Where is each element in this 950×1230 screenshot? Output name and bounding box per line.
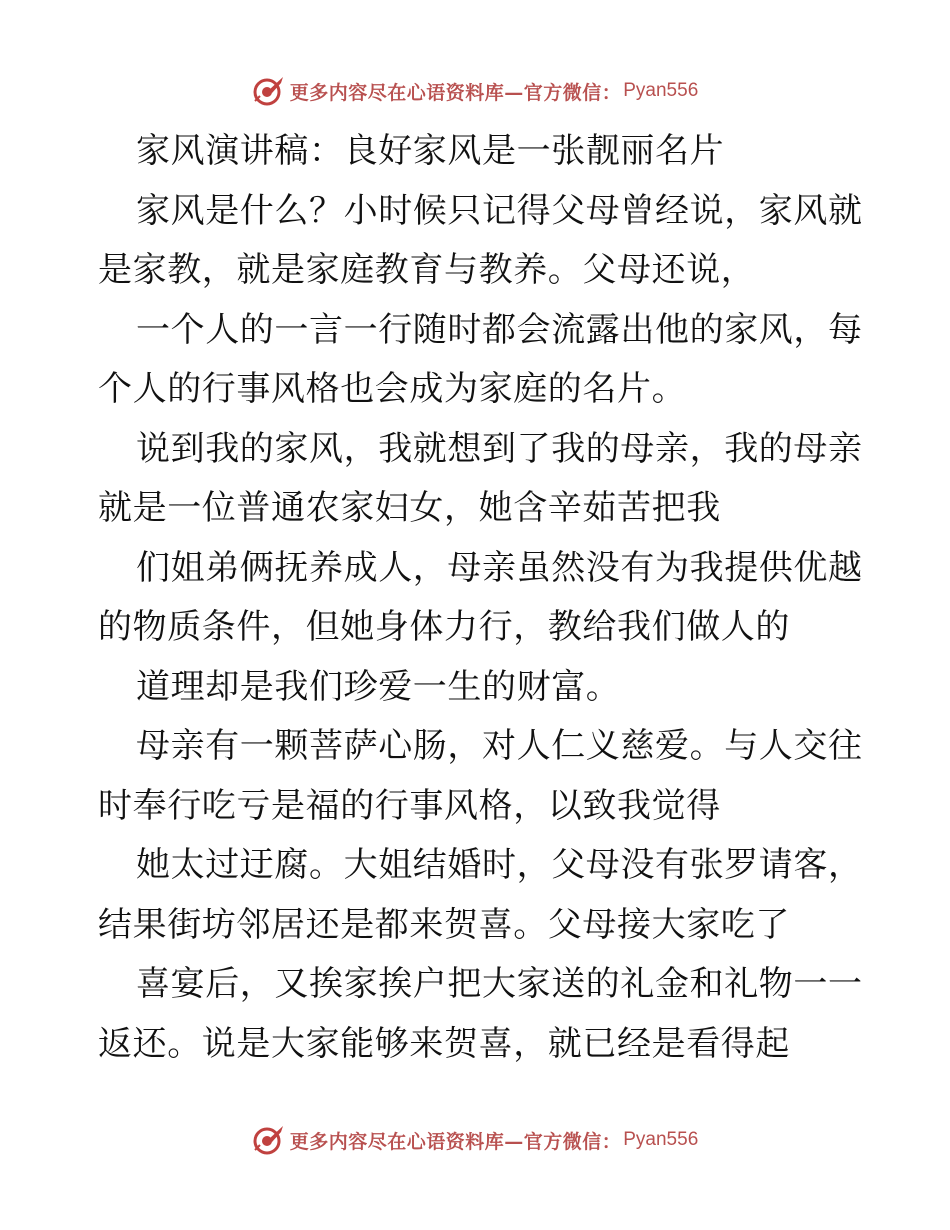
red-quill-logo-icon: [252, 74, 286, 108]
paragraph-line: 是家教，就是家庭教育与教养。父母还说，: [98, 250, 756, 290]
paragraph-line: 个人的行事风格也会成为家庭的名片。: [98, 369, 687, 409]
footer-banner-text: 更多内容尽在心语资料库—官方微信：: [289, 1130, 622, 1153]
paragraph-line: 的物质条件，但她身体力行，教给我们做人的: [98, 607, 790, 647]
paragraph-line: 时奉行吃亏是福的行事风格，以致我觉得: [98, 785, 721, 826]
document-title: 家风演讲稿：良好家风是一张靓丽名片: [136, 131, 725, 171]
paragraph-line: 返还。说是大家能够来贺喜，就已经是看得起: [98, 1023, 790, 1064]
paragraph-line: 喜宴后，又挨家挨户把大家送的礼金和礼物一一: [136, 964, 863, 1004]
paragraph-line: 道理却是我们珍爱一生的财富。: [136, 666, 621, 707]
paragraph-line: 就是一位普通农家妇女，她含辛茹苦把我: [98, 488, 721, 528]
paragraph-line: 们姐弟俩抚养成人，母亲虽然没有为我提供优越: [136, 547, 863, 588]
footer-wechat-id: Pyan556: [623, 1129, 699, 1150]
header-banner-text: 更多内容尽在心语资料库—官方微信：: [289, 81, 622, 104]
header-wechat-id: Pyan556: [623, 80, 699, 101]
paragraph-line: 说到我的家风，我就想到了我的母亲，我的母亲: [136, 428, 863, 469]
paragraph-line: 一个人的一言一行随时都会流露出他的家风，每: [136, 309, 863, 350]
document-body: [98, 122, 863, 1074]
paragraph-line: 她太过迂腐。大姐结婚时，父母没有张罗请客，: [136, 845, 863, 885]
header-banner: [0, 71, 950, 111]
paragraph-line: 家风是什么？小时候只记得父母曾经说，家风就: [136, 190, 863, 231]
paragraph-line: 结果街坊邻居还是都来贺喜。父母接大家吃了: [98, 904, 790, 945]
red-quill-logo-icon: [252, 1123, 286, 1157]
footer-banner: [0, 1120, 950, 1160]
paragraph-line: 母亲有一颗菩萨心肠，对人仁义慈爱。与人交往: [136, 726, 863, 766]
